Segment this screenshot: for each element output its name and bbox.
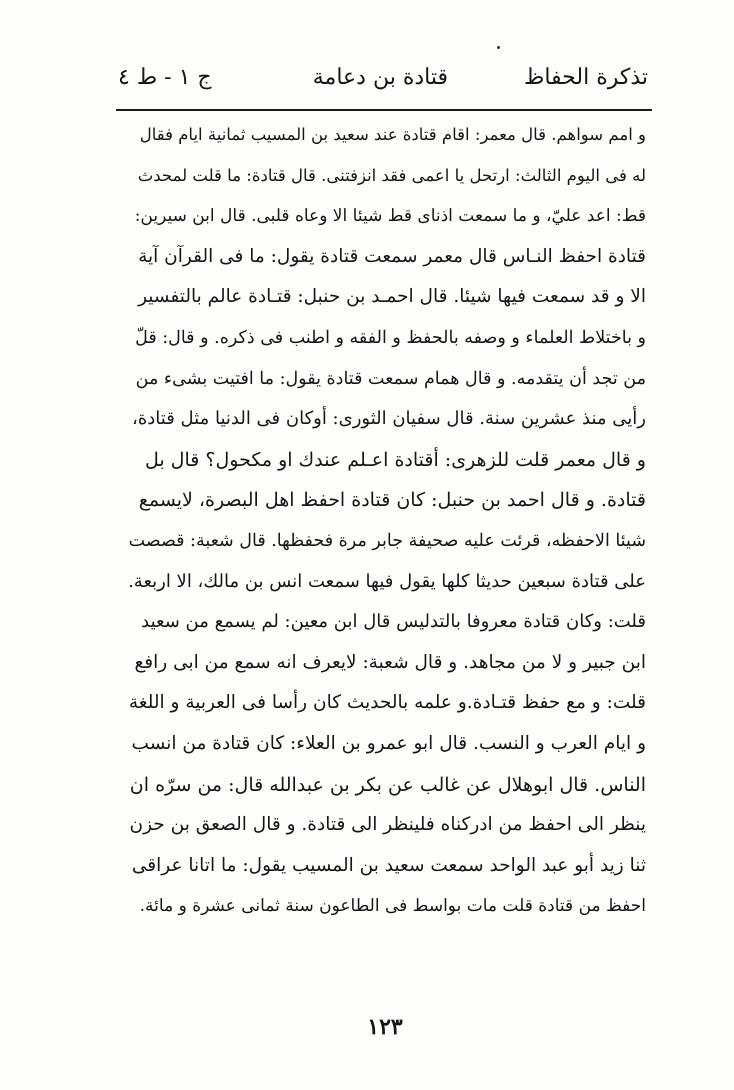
text-line-10: قتادة. و قال احمد بن حنبل: كان قتادة احفظ اهل البصرة، لايسمع	[138, 489, 646, 512]
book-title: تذكرة الحفاظ	[524, 65, 648, 90]
text-line-8: رأيى منذ عشرين سنة. قال سفيان الثورى: أوكان فى الدنيا مثل قتادة،	[132, 408, 646, 430]
text-line-17: الناس. قال ابوهلال عن غالب عن بكر بن عبدالله قال: من سرّه ان	[129, 773, 646, 796]
text-line-13: قلت: وكان قتادة معروفا بالتدليس قال ابن معين: لم يسمع من سعيد	[141, 611, 646, 633]
text-line-14: ابن جبير و لا من مجاهد. و قال شعبة: لايعرف انه سمع من ابى رافع	[134, 651, 646, 673]
section-title: قتادة بن دعامة	[312, 65, 448, 90]
volume-reference: ج ١ - ط ٤	[118, 65, 212, 90]
text-line-1: و امم سواهم. قال معمر: اقام قتادة عند سعيد بن المسيب ثمانية ايام فقال	[139, 125, 646, 144]
text-line-12: على قتادة سبعين حديثا كلها يقول فيها سمعت انس بن مالك، الا اربعة.	[128, 570, 646, 592]
text-line-19: ثنا زيد أبو عبد الواحد سمعت سعيد بن المسيب يقول: ما اتانا عراقى	[131, 854, 646, 876]
text-line-2: له فى اليوم الثالث: ارتحل يا اعمى فقد انزفتنى. قال قتادة: ما قلت لمحدث	[137, 165, 646, 185]
page-number: ١٢٣	[367, 1014, 403, 1040]
text-line-6: و باختلاط العلماء و وصفه بالحفظ و الفقه و اطنب فى ذكره. و قال: قلّ	[135, 327, 646, 348]
text-line-9: و قال معمر قلت للزهرى: أقتادة اعـلم عندك او مكحول؟ قال بل	[144, 448, 646, 471]
text-line-5: الا و قد سمعت فيها شيئا. قال احمـد بن حنبل: قتـادة عالم بالتفسير	[138, 286, 646, 308]
text-line-16: و ايام العرب و النسب. قال ابو عمرو بن العلاء: كان قتادة من انسب	[131, 732, 646, 754]
running-head	[118, 58, 648, 98]
text-line-15: قلت: و مع حفظ قتـادة.و علمه بالحديث كان رأسا فى العربية و اللغة	[128, 692, 646, 714]
text-line-7: من تجد أن يتقدمه. و قال همام سمعت قتادة يقول: ما افتيت بشىء من	[135, 368, 646, 389]
header-rule	[116, 109, 652, 111]
main-text	[128, 115, 646, 927]
text-line-20: احفظ من قتادة قلت مات بواسط فى الطاعون سنة ثمانى عشرة و مائة.	[139, 896, 646, 917]
ink-speck	[497, 46, 500, 49]
text-line-18: ينظر الى احفظ من ادركناه فلينظر الى قتادة. و قال الصعق بن حزن	[129, 814, 646, 836]
text-line-11: شيئا الاحفظه، قرئت عليه صحيفة جابر مرة فحفظها. قال شعبة: قصصت	[128, 530, 646, 551]
text-line-4: قتادة احفظ النـاس قال معمر سمعت قتادة يقول: ما فى القرآن آية	[138, 245, 646, 267]
text-line-3: قط: اعد عليّ، و ما سمعت اذناى قط شيئا الا وعاه قلبى. قال ابن سيرين:	[134, 206, 646, 227]
